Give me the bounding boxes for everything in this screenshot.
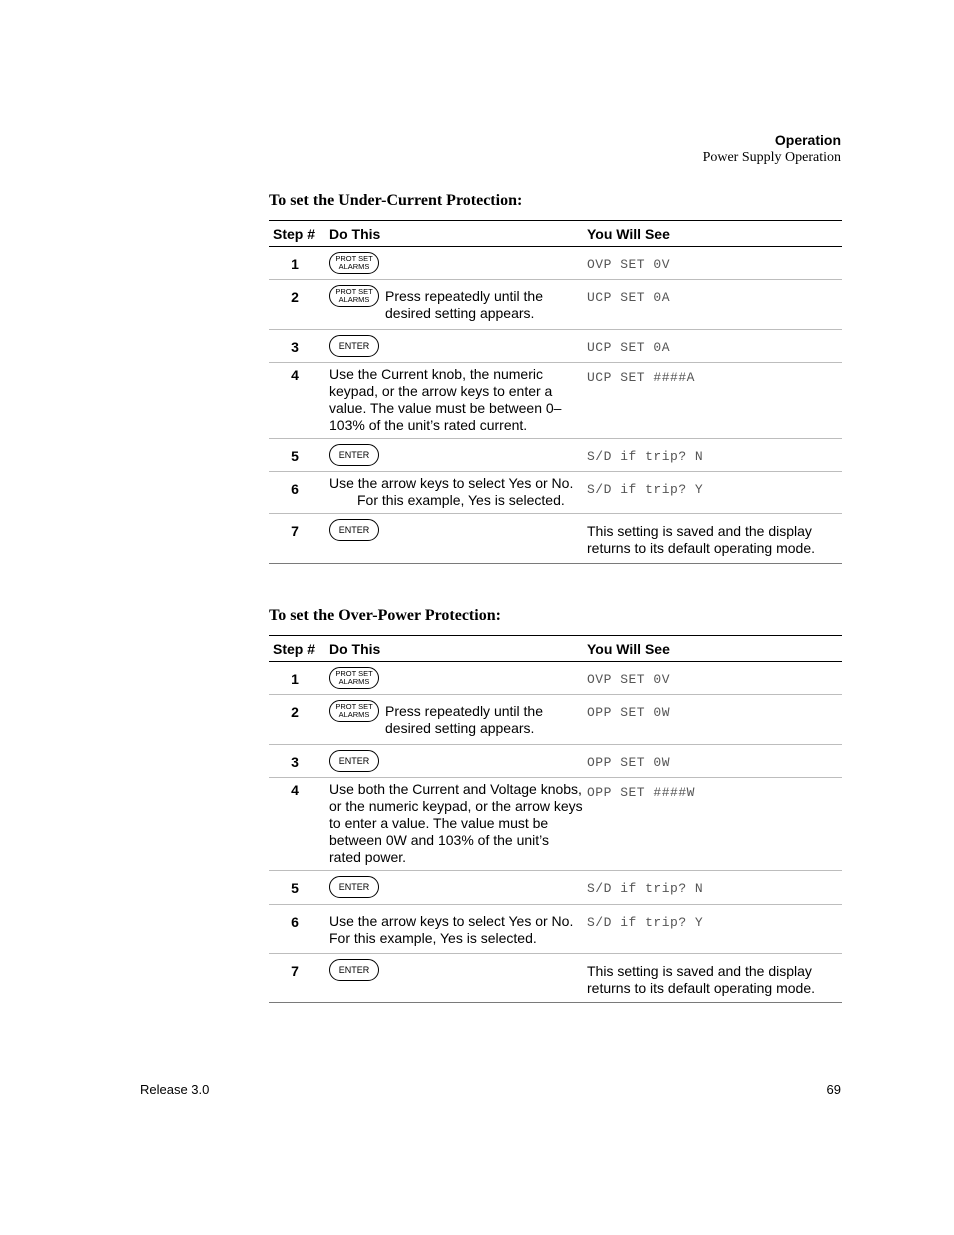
see-column-header: You Will See [583, 221, 842, 247]
display-readout: OPP SET 0W [587, 755, 671, 770]
step-number: 4 [269, 363, 325, 439]
chapter-title: Operation [774, 132, 841, 148]
step-number: 6 [269, 472, 325, 514]
table-row [269, 871, 842, 905]
table-row [269, 514, 842, 564]
step-instruction: Press repeatedly until the desired setting appears. [385, 703, 543, 736]
table-header-row [269, 221, 842, 247]
see-column-header: You Will See [583, 636, 842, 662]
opp-procedure-table [269, 635, 842, 1003]
display-readout: OPP SET ####W [587, 785, 695, 800]
display-readout: OVP SET 0V [587, 672, 671, 687]
step-number: 1 [269, 662, 325, 695]
page-number: 69 [826, 1082, 841, 1097]
table-row [269, 330, 842, 363]
do-column-header: Do This [325, 636, 583, 662]
step-instruction: Use the arrow keys to select Yes or No. For this example, Yes is selected. [325, 472, 583, 514]
display-result-text: This setting is saved and the display returns to its default operating mode. [587, 963, 816, 996]
opp-procedure-title: To set the Over-Power Protection: [269, 607, 501, 624]
enter-key: ENTER [329, 959, 379, 981]
table-row [269, 695, 842, 745]
display-readout: UCP SET ####A [587, 370, 695, 385]
step-number: 6 [269, 905, 325, 954]
table-row [269, 905, 842, 954]
step-number: 4 [269, 778, 325, 871]
display-readout: S/D if trip? N [587, 881, 704, 896]
step-column-header: Step # [269, 221, 325, 247]
prot-set-alarms-key: PROT SET ALARMS [329, 667, 379, 689]
display-result-text: This setting is saved and the display returns to its default operating mode. [587, 523, 816, 556]
step-instruction: Use both the Current and Voltage knobs, or the numeric keypad, or the arrow keys to enter a value. The value must be between 0W and 103% of the unit’s rated power. [325, 778, 583, 871]
prot-set-alarms-key: PROT SET ALARMS [329, 252, 379, 274]
step-number: 2 [269, 695, 325, 745]
table-row [269, 745, 842, 778]
enter-key: ENTER [329, 750, 379, 772]
table-row [269, 247, 842, 280]
prot-set-alarms-key: PROT SET ALARMS [329, 285, 379, 307]
enter-key: ENTER [329, 335, 379, 357]
section-subtitle: Power Supply Operation [702, 150, 841, 165]
step-number: 5 [269, 871, 325, 905]
table-row [269, 778, 842, 871]
enter-key: ENTER [329, 444, 379, 466]
ucp-procedure-table [269, 220, 842, 564]
step-number: 7 [269, 954, 325, 1003]
step-number: 5 [269, 439, 325, 472]
prot-set-alarms-key: PROT SET ALARMS [329, 700, 379, 722]
table-row [269, 280, 842, 330]
table-row [269, 954, 842, 1003]
step-column-header: Step # [269, 636, 325, 662]
step-number: 2 [269, 280, 325, 330]
table-row [269, 363, 842, 439]
display-readout: OPP SET 0W [587, 705, 671, 720]
step-number: 3 [269, 330, 325, 363]
step-number: 1 [269, 247, 325, 280]
do-column-header: Do This [325, 221, 583, 247]
step-instruction: Use the arrow keys to select Yes or No. For this example, Yes is selected. [325, 905, 583, 954]
table-row [269, 662, 842, 695]
release-label: Release 3.0 [140, 1082, 210, 1097]
step-instruction: Press repeatedly until the desired setting appears. [385, 288, 543, 321]
display-readout: OVP SET 0V [587, 257, 671, 272]
display-readout: S/D if trip? Y [587, 915, 704, 930]
display-readout: S/D if trip? Y [587, 482, 704, 497]
ucp-procedure-title: To set the Under-Current Protection: [269, 192, 523, 209]
display-readout: S/D if trip? N [587, 449, 704, 464]
enter-key: ENTER [329, 519, 379, 541]
step-number: 3 [269, 745, 325, 778]
enter-key: ENTER [329, 876, 379, 898]
step-instruction: Use the Current knob, the numeric keypad, or the arrow keys to enter a value. The value must be between 0–103% of the unit’s rated current. [325, 363, 583, 439]
display-readout: UCP SET 0A [587, 340, 671, 355]
table-header-row [269, 636, 842, 662]
display-readout: UCP SET 0A [587, 290, 671, 305]
table-row [269, 439, 842, 472]
step-number: 7 [269, 514, 325, 564]
table-row [269, 472, 842, 514]
